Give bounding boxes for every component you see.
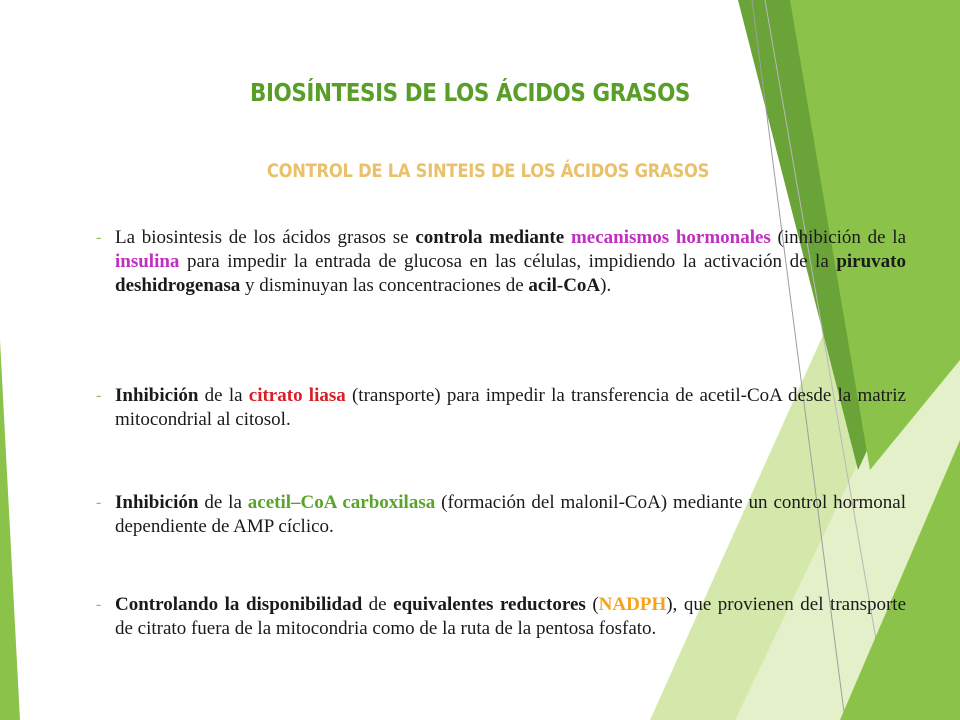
page-subtitle: CONTROL DE LA SINTEIS DE LOS ÁCIDOS GRASOS	[266, 160, 710, 182]
text-run: equivalentes reductores	[393, 594, 586, 615]
bullet-marker: -	[96, 494, 102, 511]
text-run: Inhibición	[115, 385, 199, 406]
list-item	[96, 384, 906, 432]
text-run: (formación del malonil-CoA) mediante un control hormonal dependiente de AMP cíclico.	[115, 492, 906, 537]
text-run: de la	[198, 385, 249, 406]
bullet-text	[115, 491, 906, 539]
bullet-marker: -	[96, 229, 102, 246]
bullet-marker: -	[96, 387, 102, 404]
bullet-text	[115, 593, 906, 641]
text-run: para impedir la entrada de glucosa en las células, impidiendo la activación de la	[179, 251, 837, 272]
left-green-sliver	[0, 340, 20, 720]
list-item	[96, 593, 906, 641]
text-run: piruvato deshidrogenasa	[115, 251, 906, 296]
text-run: mecanismos hormonales	[570, 227, 771, 248]
bullet-text	[115, 384, 906, 432]
text-run: citrato liasa	[248, 385, 346, 406]
text-run: acil-CoA	[528, 275, 601, 296]
text-run: controla mediante	[415, 227, 565, 248]
text-run: ).	[600, 275, 612, 296]
text-run: (inhibición de la	[770, 227, 907, 248]
text-run: Controlando la disponibilidad	[115, 594, 363, 615]
bullet-marker: -	[96, 596, 102, 613]
list-item	[96, 491, 906, 539]
text-run: insulina	[115, 251, 180, 272]
text-run: acetil–CoA carboxilasa	[247, 492, 436, 513]
text-run: (transporte) para impedir la transferencia de acetil-CoA desde la matriz mitocondrial al citosol.	[115, 385, 906, 430]
text-run: NADPH	[598, 594, 667, 615]
text-run: Inhibición	[115, 492, 199, 513]
text-run: y disminuyan las concentraciones de	[240, 275, 529, 296]
text-run: de la	[198, 492, 248, 513]
page-title: BIOSÍNTESIS DE LOS ÁCIDOS GRASOS	[250, 78, 690, 107]
list-item	[96, 226, 906, 298]
text-run: La biosintesis de los ácidos grasos se	[115, 227, 416, 248]
bullet-text	[115, 226, 906, 298]
text-run	[564, 227, 571, 248]
text-run: ), que provienen del transporte de citrato fuera de la mitocondria como de la ruta de la pentosa fosfato.	[115, 594, 907, 639]
text-run: (	[585, 594, 599, 615]
text-run: de	[362, 594, 394, 615]
